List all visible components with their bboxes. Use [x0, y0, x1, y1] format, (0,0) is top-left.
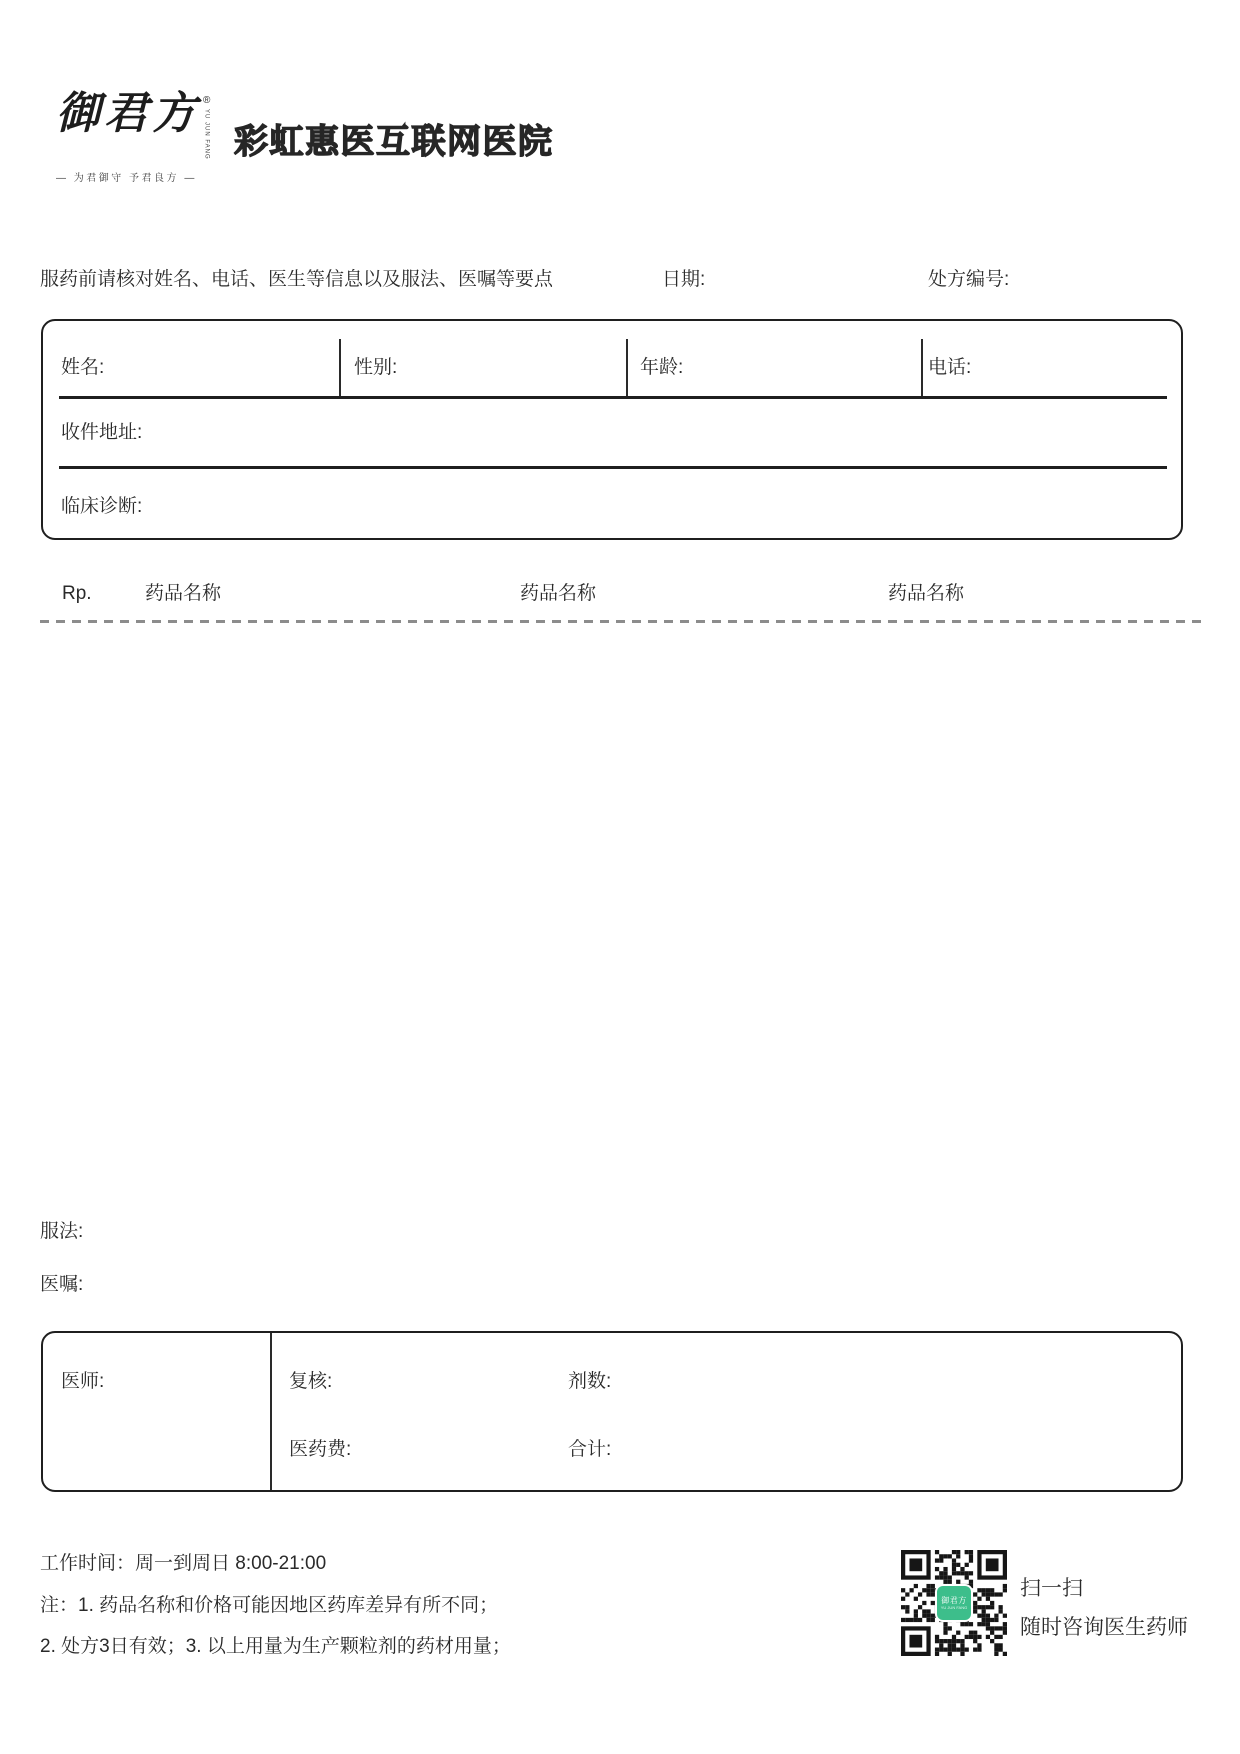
working-hours: 工作时间：周一到周日 8:00-21:00 — [40, 1553, 327, 1574]
drug-name-header: 药品名称 — [145, 583, 222, 604]
scan-label: 扫一扫 — [1020, 1577, 1083, 1600]
total-label: 合计: — [568, 1439, 612, 1460]
note-line: 2. 处方3日有效；3. 以上用量为生产颗粒剂的药材用量； — [40, 1636, 511, 1657]
cell-divider — [626, 339, 628, 396]
note-line: 注：1. 药品名称和价格可能因地区药库差异有所不同； — [40, 1595, 499, 1616]
cell-divider — [339, 339, 341, 396]
fee-label: 医药费: — [289, 1439, 352, 1460]
brand-logo — [56, 90, 210, 184]
signature-box — [41, 1331, 1183, 1492]
doses-label: 剂数: — [568, 1371, 612, 1392]
address-label: 收件地址: — [61, 422, 143, 443]
drug-name-header: 药品名称 — [888, 583, 965, 604]
diagnosis-label: 临床诊断: — [61, 496, 143, 517]
usage-label: 服法: — [40, 1221, 84, 1242]
qr-center-logo — [937, 1586, 971, 1620]
qr-center-logo-subtext: YU JUN FANG — [940, 1605, 968, 1610]
age-label: 年龄: — [640, 357, 684, 378]
scan-description: 随时咨询医生药师 — [1020, 1616, 1188, 1639]
row-divider — [59, 396, 1167, 399]
qr-center-logo-text: 御君方 — [941, 1596, 967, 1605]
patient-info-box — [41, 319, 1183, 540]
brand-logo-name: 御君方 — [56, 88, 200, 139]
review-label: 复核: — [289, 1371, 333, 1392]
verification-notice: 服药前请核对姓名、电话、医生等信息以及服法、医嘱等要点 — [40, 269, 554, 290]
date-label: 日期: — [662, 269, 706, 290]
drug-name-header: 药品名称 — [520, 583, 597, 604]
dashed-divider — [40, 620, 1204, 623]
phone-label: 电话: — [928, 357, 972, 378]
advice-label: 医嘱: — [40, 1274, 84, 1295]
prescription-number-label: 处方编号: — [928, 269, 1010, 290]
cell-divider — [270, 1333, 272, 1490]
cell-divider — [921, 339, 923, 396]
row-divider — [59, 466, 1167, 469]
brand-logo-pinyin: YU JUN FANG — [203, 109, 210, 160]
brand-tagline: — 为君御守 予君良方 — — [56, 172, 197, 184]
rp-label: Rp. — [62, 583, 92, 604]
gender-label: 性别: — [354, 357, 398, 378]
name-label: 姓名: — [61, 357, 105, 378]
hospital-name: 彩虹惠医互联网医院 — [234, 123, 554, 161]
registered-trademark-icon: ® — [203, 95, 211, 106]
qr-code — [901, 1550, 1007, 1656]
physician-label: 医师: — [61, 1371, 105, 1392]
